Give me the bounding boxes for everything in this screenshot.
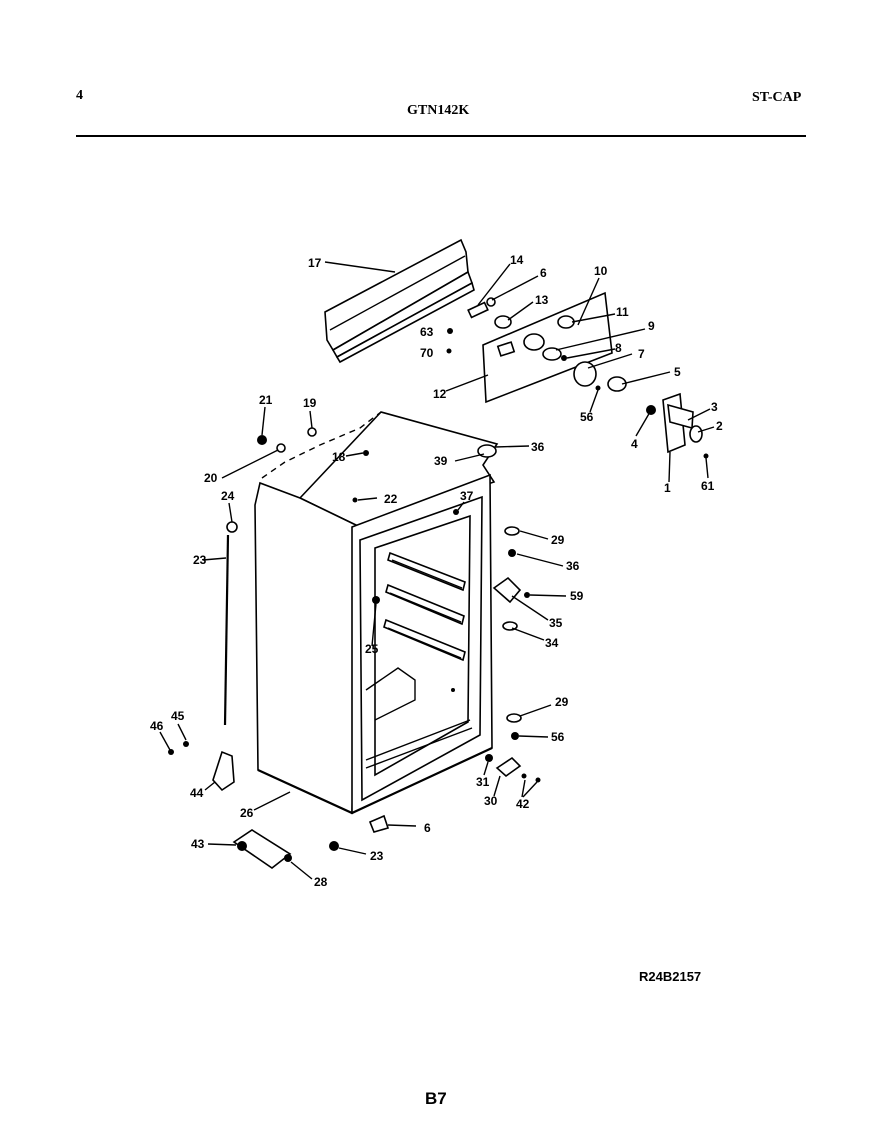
callout-1: 1	[664, 481, 671, 495]
callout-5: 5	[674, 365, 681, 379]
callout-3: 3	[711, 400, 718, 414]
callout-9: 9	[648, 319, 655, 333]
callout-31: 31	[476, 775, 490, 789]
callout-61: 61	[701, 479, 715, 493]
reference-code: R24B2157	[639, 969, 702, 984]
callout-21: 21	[259, 393, 273, 407]
callout-2: 2	[716, 419, 723, 433]
callout-23b: 23	[370, 849, 384, 863]
callout-37: 37	[460, 489, 474, 503]
callout-6b: 6	[424, 821, 431, 835]
callout-44: 44	[190, 786, 204, 800]
callout-26: 26	[240, 806, 254, 820]
bottom-hinge	[234, 816, 388, 868]
callout-59: 59	[570, 589, 584, 603]
callout-56b: 56	[551, 730, 565, 744]
callout-7: 7	[638, 347, 645, 361]
section-code: ST-CAP	[752, 90, 802, 105]
callout-36b: 36	[566, 559, 580, 573]
callout-34: 34	[545, 636, 559, 650]
callout-14: 14	[510, 253, 524, 267]
page-footer-label: B7	[425, 1089, 447, 1108]
callout-29b: 29	[555, 695, 569, 709]
callout-13: 13	[535, 293, 549, 307]
page-number: 4	[76, 88, 83, 103]
cabinet	[255, 412, 497, 813]
control-panel	[483, 293, 612, 402]
callout-35: 35	[549, 616, 563, 630]
breaker-strip	[325, 240, 474, 362]
callout-42: 42	[516, 797, 530, 811]
callout-6a: 6	[540, 266, 547, 280]
callout-12: 12	[433, 387, 447, 401]
callout-23a: 23	[193, 553, 207, 567]
callout-25: 25	[365, 642, 379, 656]
callout-17: 17	[308, 256, 322, 270]
top-hinge	[646, 394, 709, 459]
callout-30: 30	[484, 794, 498, 808]
callout-20: 20	[204, 471, 218, 485]
callout-4: 4	[631, 437, 638, 451]
callout-28: 28	[314, 875, 328, 889]
callout-19: 19	[303, 396, 317, 410]
callout-22: 22	[384, 492, 398, 506]
callout-24: 24	[221, 489, 235, 503]
callout-11: 11	[616, 305, 629, 319]
callout-10: 10	[594, 264, 608, 278]
callout-36a: 36	[531, 440, 545, 454]
callout-43: 43	[191, 837, 205, 851]
callout-39: 39	[434, 454, 448, 468]
callout-46: 46	[150, 719, 164, 733]
callout-70: 70	[420, 346, 434, 360]
callout-63: 63	[420, 325, 434, 339]
model-number: GTN142K	[407, 103, 470, 118]
callout-29a: 29	[551, 533, 565, 547]
callout-18: 18	[332, 450, 346, 464]
callout-56a: 56	[580, 410, 594, 424]
callout-8: 8	[615, 341, 622, 355]
callout-45: 45	[171, 709, 185, 723]
